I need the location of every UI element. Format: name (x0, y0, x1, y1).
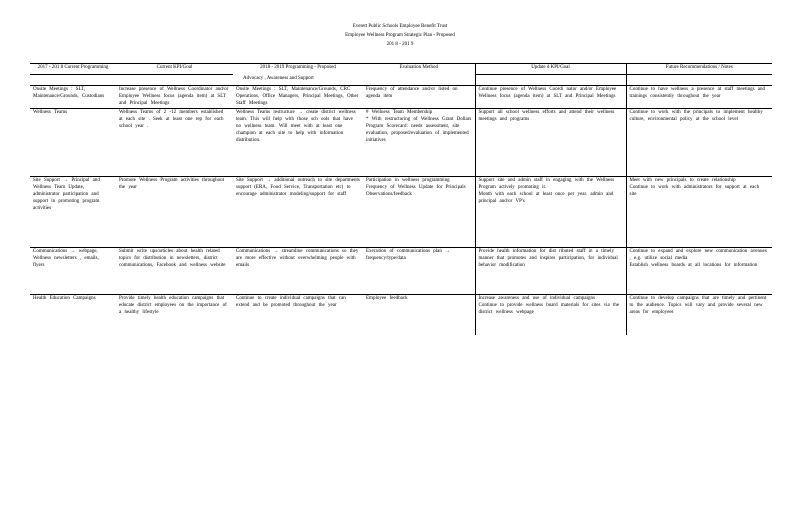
table-cell: Wellness Teams (30, 109, 116, 177)
table-cell: Continue to expand and explore new communication avenues , e.g. utilize social media Establish wellness boards at all locations for information (626, 248, 772, 295)
column-header-proposed-programming: 2018 - 2019 Programming - Proposed (233, 64, 363, 75)
column-header-future-recommendations: Future Recommendations / Notes (626, 64, 772, 75)
table-cell: Provide timely health education campaigns that educate district employees on the importance of a healthy lifestyle (116, 295, 233, 336)
table-cell: Continue to have wellness a presence at staff meetings and trainings consistently throughout the year (626, 86, 772, 109)
column-header-evaluation-method: Evaluation Method (363, 64, 475, 75)
section-subheader-row (30, 75, 772, 86)
table-cell: Support site and admin staff in engaging with the Wellness Program actively promoting it. Month with each school at least once per year. admin and principal and/or VP's (475, 177, 626, 248)
table-cell: Increase presence of Wellness Coordinator and/or Employee Wellness focus (agenda item) at SLT and Principal Meetings (116, 86, 233, 109)
table-row (30, 109, 772, 177)
table-cell: Increase awareness and use of individual campaigns Continue to provide wellness board materials for sites via the district wellness webpage (475, 295, 626, 336)
table-cell: Participation in wellness programming Frequency of Wellness Update for Principals Observations/feedback (363, 177, 475, 248)
table-cell: Site Support → Principal and Wellness Team Update, administrator participation and support in promoting program activities (30, 177, 116, 248)
table-cell: Provide health information for dist ributed staff in a timely manner that promotes and inspires participation, for individual behavior modification (475, 248, 626, 295)
table-cell: Onsite Meetings : SLT, Maintenance/Grounds, CRC Operations, Office Managers, Principal Meetings, Other Staff Meetings (233, 86, 363, 109)
table-cell: Wellness Teams of 2 -12 members established at each site . Seek at least one rep for each school year . (116, 109, 233, 177)
table-cell: Onsite Meetings : SLT, Maintenance/Grounds, Custodians (30, 86, 116, 109)
table-cell: Health Education Campaigns (30, 295, 116, 336)
table-cell: Continue to work with the principals to implement healthy culture, environmental policy at the school level (626, 109, 772, 177)
column-header-current-programming: 2017 - 201 8 Current Programming (30, 64, 116, 75)
table-cell: Submit write ups/articles about health related topics for distribution in newsletters, district communications, Facebook and wellness website (116, 248, 233, 295)
header-year-range: 201 8 - 201 9 (386, 42, 414, 47)
table-cell: Execution of communications plan → frequency/type/data (363, 248, 475, 295)
table-cell: Continue presence of Wellness Coordi nator and/or Employee Wellness focus (agenda item) at SLT and Principal Meetings (475, 86, 626, 109)
table-cell: Employee feedback (363, 295, 475, 336)
table-cell: Wellness Teams restructure → create district wellness team. This will help with those sch ools that have no wellness team. Will meet with at least one champion at each site to help with information distribution. (233, 109, 363, 177)
strategic-plan-table (30, 63, 772, 335)
table-cell: Meet with new principals to create relationship Continue to work with administrators for support at each site (626, 177, 772, 248)
header-plan-title: Employee Wellness Program Strategic Plan - Proposed (345, 33, 455, 38)
header-organization: Everett Public Schools Employee Benefit Trust (352, 24, 448, 29)
table-row (30, 86, 772, 109)
table-cell: Communications → streamline communications so they are more effective without overwhelming people with emails (233, 248, 363, 295)
table-cell: Promote Wellness Program activities throughout the year (116, 177, 233, 248)
table-cell: Support all school wellness efforts and attend their wellness meetings and programs (475, 109, 626, 177)
table-cell: # Wellness Team Membership * With restructuring of Wellness Grant Dollars Program Scorecard: needs assessment, site evaluation, proposed/evaluation of implemented initiatives (363, 109, 475, 177)
section-subheader: Advocacy , Awareness and Support (243, 75, 314, 81)
table-cell: Site Support → additional outreach to site departments support (ERA, Food Service, Transportation etc) to encourage administrator modeling/support for staff (233, 177, 363, 248)
table-cell: Continue to develop campaigns that are timely and pertinent to the audience. Topics will vary and provide several new areas for employees (626, 295, 772, 336)
table-cell: Frequency of attendance and/or listed on agenda item (363, 86, 475, 109)
document-header (0, 22, 800, 49)
table-cell: Continue to create individual campaigns that can extend and be promoted throughout the year (233, 295, 363, 336)
table-cell: Communications → webpage, Wellness newsletters , emails, flyers (30, 248, 116, 295)
table-header-row (30, 64, 772, 75)
table-row (30, 295, 772, 336)
table-row (30, 177, 772, 248)
column-header-updated-kpi: Update d KPI/Goal (475, 64, 626, 75)
column-header-current-kpi: Current KPI/Goal (116, 64, 233, 75)
table-row (30, 248, 772, 295)
